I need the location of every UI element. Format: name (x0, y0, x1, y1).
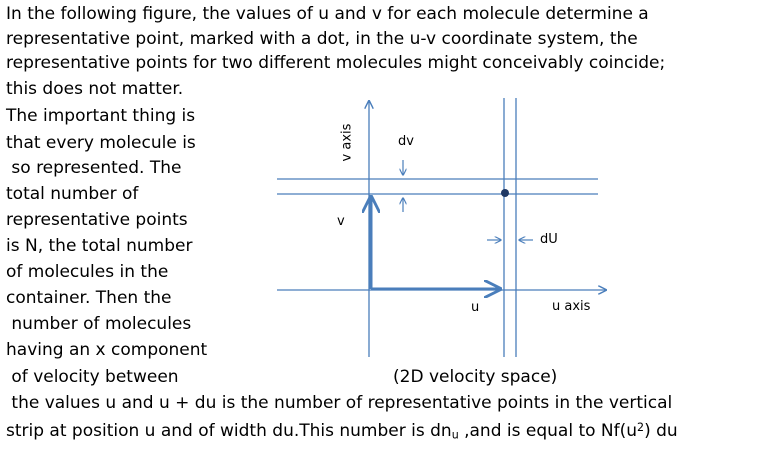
subscript-u: u (451, 428, 459, 442)
text-line-14: having an x component (6, 340, 208, 360)
text-line-4: this does not matter. (6, 79, 184, 99)
text-line-15: of velocity between (6, 367, 179, 387)
du-label: dU (540, 232, 558, 247)
text-line-17-part-c: ) du (644, 420, 678, 441)
text-line-2: representative point, marked with a dot, in the u-v coordinate system, the (6, 29, 638, 49)
text-line-3: representative points for two different molecules might conceivably coincide; (6, 53, 666, 73)
figure-caption: (2D velocity space) (393, 367, 558, 387)
text-line-5: The important thing is (6, 106, 196, 126)
v-axis-label: v axis (339, 123, 355, 162)
text-line-17 (6, 418, 678, 446)
text-line-16: the values u and u + du is the number of representative points in the vertical (6, 393, 673, 413)
text-line-6: that every molecule is (6, 133, 196, 153)
text-line-11: of molecules in the (6, 262, 169, 282)
text-line-1: In the following figure, the values of u and v for each molecule determine a (6, 4, 649, 24)
text-line-12: container. Then the (6, 288, 172, 308)
u-label: u (471, 300, 480, 315)
text-line-17-part-b: ,and is equal to Nf(u (458, 420, 638, 441)
text-line-7: so represented. The (6, 158, 182, 178)
text-line-9: representative points (6, 210, 188, 230)
superscript-2: 2 (637, 421, 645, 434)
text-line-17-part-a: strip at position u and of width du.This number is dn (6, 420, 452, 441)
dv-label: dv (398, 134, 414, 149)
text-line-10: is N, the total number (6, 236, 193, 256)
text-line-8: total number of (6, 184, 139, 204)
u-axis-label: u axis (552, 299, 591, 314)
v-label: v (337, 214, 345, 229)
text-line-13: number of molecules (6, 314, 192, 334)
representative-point-dot (501, 189, 509, 197)
